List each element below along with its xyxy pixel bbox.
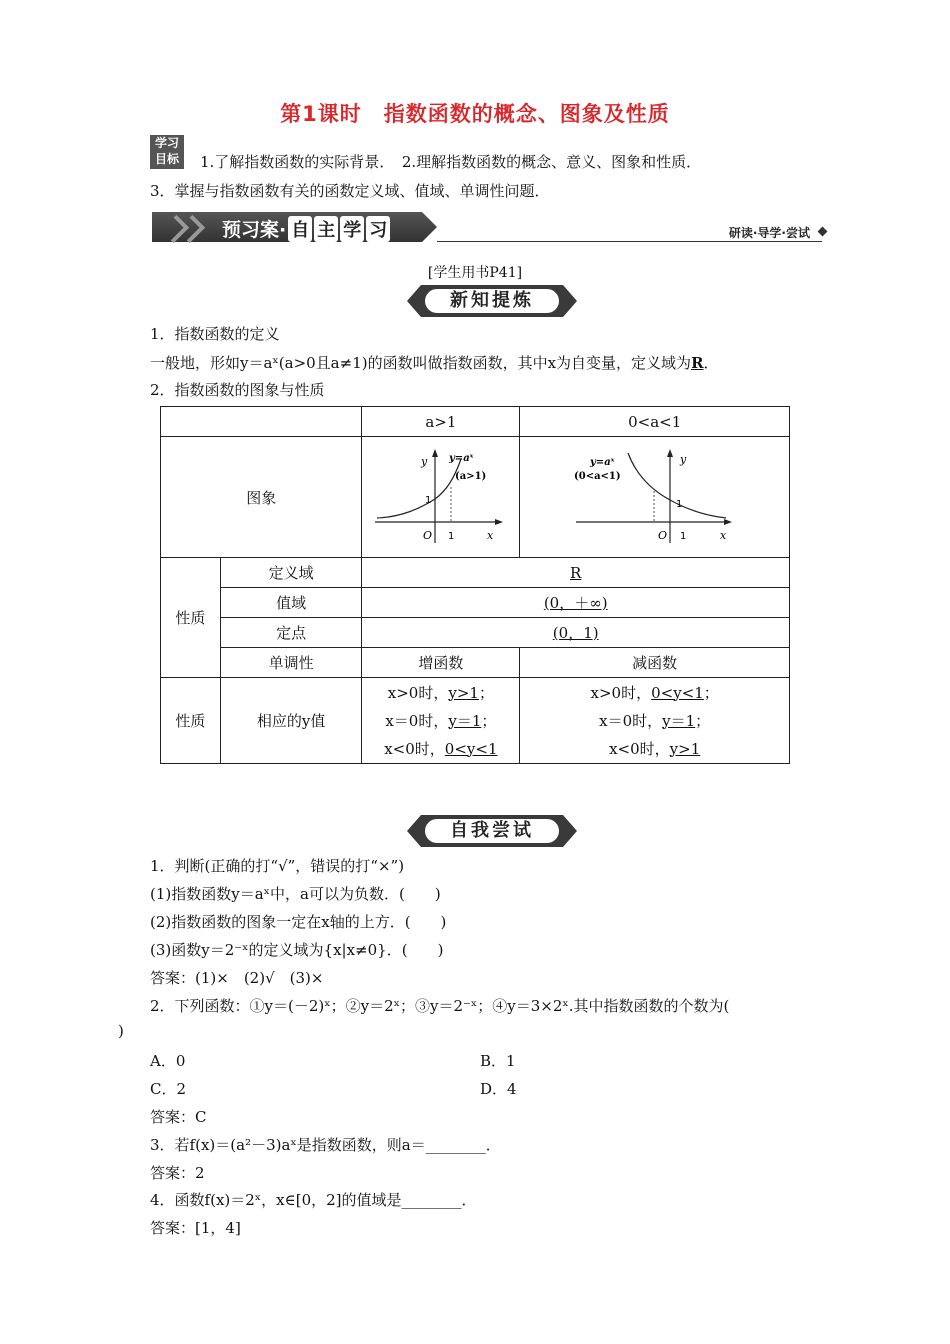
question-3: 3．若f(x)＝(a²－3)aˣ是指数函数，则a＝________． (150, 1136, 501, 1154)
y-values-decreasing: x>0时，0<y<1； x＝0时，y＝1； x<0时，y>1 (520, 678, 790, 764)
section-header-new-knowledge: 新知提炼 (407, 285, 577, 317)
row-group-properties: 性质 (161, 558, 221, 678)
decreasing-exponential-graph (570, 447, 740, 547)
svg-text:y=aˣ: y=aˣ (589, 457, 615, 468)
monotonicity-increasing: 增函数 (362, 648, 520, 678)
banner-subtitle: 研读·导学·尝试 (728, 226, 810, 240)
page-title: 第1课时 指数函数的概念、图象及性质 (280, 102, 670, 126)
question-4: 4．函数f(x)＝2ˣ，x∈[0，2]的值域是________． (150, 1191, 477, 1209)
definition-text: 一般地，形如y＝aˣ(a>0且a≠1)的函数叫做指数函数，其中x为自变量，定义域为R． (150, 354, 719, 372)
diamond-icon (818, 227, 828, 237)
graph-decreasing (520, 437, 790, 558)
option-a: A．0 (150, 1052, 186, 1070)
question-1-part-2: (2)指数函数的图象一定在x轴的上方．( ) (150, 913, 447, 931)
row-label-fixed-point: 定点 (220, 618, 362, 648)
goal-line-2: 3．掌握与指数函数有关的函数定义域、值域、单调性问题． (150, 182, 550, 200)
svg-text:y: y (679, 453, 686, 466)
answer-2: 答案：C (150, 1108, 207, 1126)
col-header-a-gt-1: a>1 (362, 407, 520, 437)
answer-1: 答案：(1)× (2)√ (3)× (150, 969, 324, 987)
y-values-increasing: x>0时，y>1； x＝0时，y＝1； x<0时，0<y<1 (362, 678, 520, 764)
svg-text:O: O (422, 529, 432, 542)
svg-text:1: 1 (424, 495, 432, 506)
svg-text:y: y (420, 455, 428, 468)
svg-text:y=aˣ: y=aˣ (448, 453, 474, 464)
section-header-self-test: 自我尝试 (407, 815, 577, 847)
question-1: 1．判断(正确的打“√”，错误的打“×”) (150, 857, 405, 875)
row-label-monotonicity: 单调性 (220, 648, 362, 678)
question-1-part-1: (1)指数函数y＝aˣ中，a可以为负数．( ) (150, 885, 441, 903)
svg-text:O: O (657, 529, 667, 542)
svg-text:(a>1): (a>1) (454, 471, 487, 482)
answer-3: 答案：2 (150, 1164, 205, 1182)
row-label-graph: 图象 (161, 437, 362, 558)
svg-text:x: x (719, 529, 726, 542)
row-group-properties-2: 性质 (161, 678, 221, 764)
question-2-tail: ) (118, 1022, 124, 1040)
question-2: 2．下列函数：①y＝(－2)ˣ；②y＝2ˣ；③y＝2⁻ˣ；④y＝3×2ˣ.其中指数函数的个数为( (150, 997, 730, 1015)
domain-value: R (362, 558, 790, 588)
row-label-y-values: 相应的y值 (220, 678, 362, 764)
fixed-point-value: (0，1) (362, 618, 790, 648)
option-c: C．2 (150, 1080, 187, 1098)
properties-table (160, 406, 790, 764)
row-label-range: 值域 (220, 588, 362, 618)
question-1-part-3: (3)函数y＝2⁻ˣ的定义域为{x|x≠0}．( ) (150, 941, 444, 959)
monotonicity-decreasing: 减函数 (520, 648, 790, 678)
book-reference: [学生用书P41] (427, 265, 523, 281)
row-label-domain: 定义域 (220, 558, 362, 588)
range-value: (0，＋∞) (362, 588, 790, 618)
svg-text:x: x (486, 529, 494, 542)
answer-4: 答案：[1，4] (150, 1219, 241, 1237)
definition-heading: 1．指数函数的定义 (150, 325, 280, 343)
graph-increasing (362, 437, 520, 558)
svg-text:1: 1 (447, 531, 455, 542)
goal-line-1: 1.了解指数函数的实际背景． 2.理解指数函数的概念、意义、图象和性质． (200, 153, 702, 171)
svg-text:1: 1 (679, 531, 687, 542)
option-d: D．4 (480, 1080, 517, 1098)
option-b: B．1 (480, 1052, 516, 1070)
increasing-exponential-graph (371, 447, 511, 547)
preview-banner: 预习案· 自 主 学 习 研读·导学·尝试 (152, 212, 832, 246)
table-heading: 2．指数函数的图象与性质 (150, 381, 325, 399)
svg-text:1: 1 (675, 499, 683, 510)
col-header-a-lt-1: 0<a<1 (520, 407, 790, 437)
learning-goals-badge: 学习 目标 (150, 135, 184, 169)
svg-text:(0<a<1): (0<a<1) (573, 471, 621, 482)
